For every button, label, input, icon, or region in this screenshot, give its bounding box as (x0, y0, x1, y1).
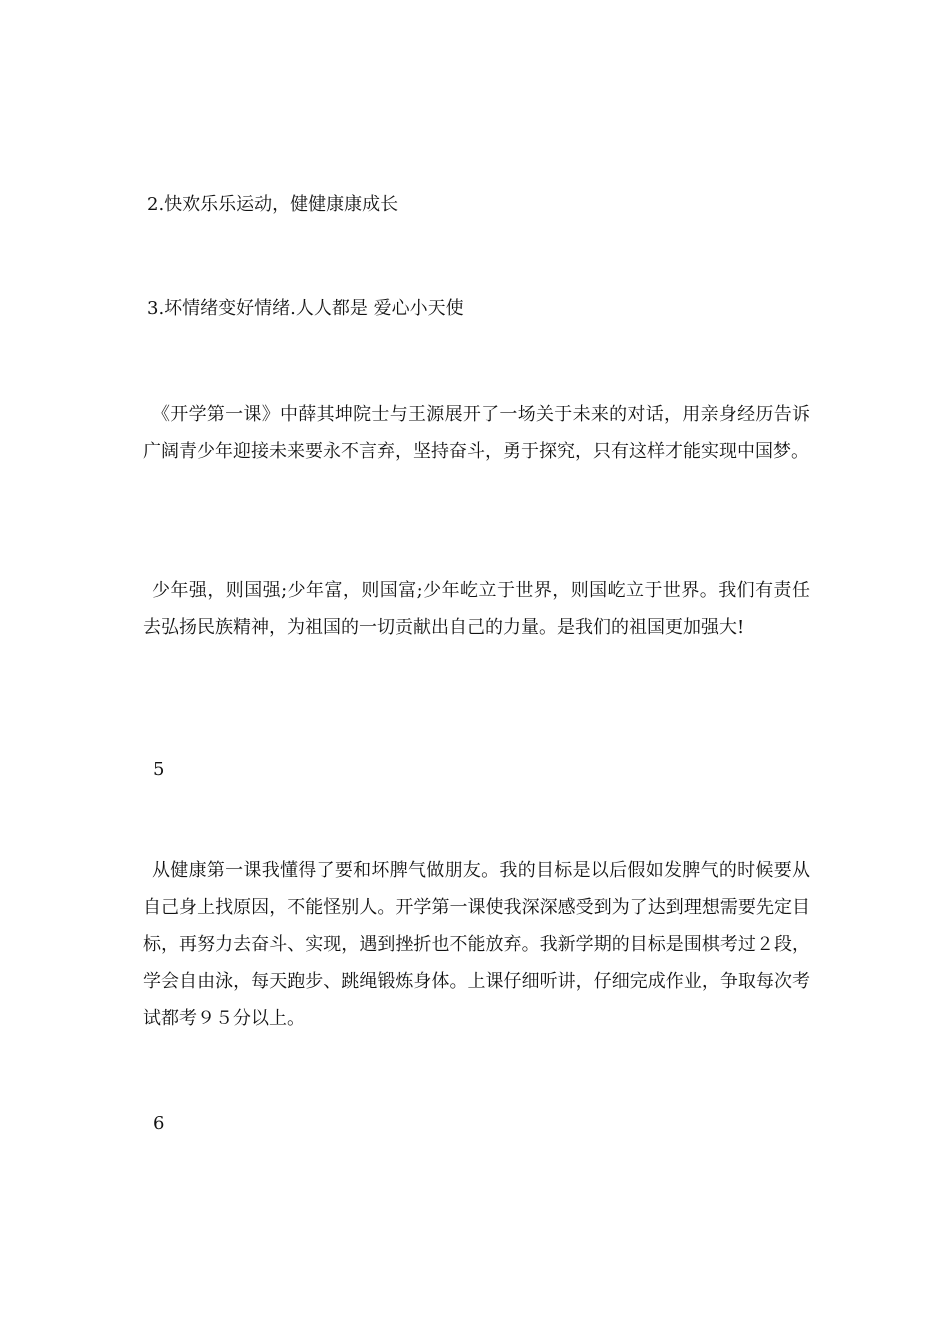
list-item-2: 2.快欢乐乐运动，健健康康成长 (147, 194, 399, 215)
paragraph-kaixue-diyike: 《开学第一课》中薛其坤院士与王源展开了一场关于未来的对话，用亲身经历告诉广阔青少年迎接未来要永不言弃，坚持奋斗，勇于探究，只有这样才能实现中国梦。 (143, 404, 810, 462)
section-number-6: 6 (153, 1113, 165, 1134)
list-item-3: 3.坏情绪变好情绪.人人都是 爱心小天使 (147, 298, 464, 319)
paragraph-shaonian-qiang: 少年强，则国强;少年富，则国富;少年屹立于世界，则国屹立于世界。我们有责任去弘扬民族精神，为祖国的一切贡献出自己的力量。是我们的祖国更加强大! (143, 580, 810, 638)
section-number-5: 5 (153, 759, 165, 780)
paragraph-jiankang-diyike: 从健康第一课我懂得了要和坏脾气做朋友。我的目标是以后假如发脾气的时候要从自己身上找原因，不能怪别人。开学第一课使我深深感受到为了达到理想需要先定目标，再努力去奋斗、实现，遇到挫折也不能放弃。我新学期的目标是围棋考过２段，学会自由泳，每天跑步、跳绳锻炼身体。上课仔细听讲，仔细完成作业，争取每次考试都考９５分以上。 (143, 860, 810, 1029)
